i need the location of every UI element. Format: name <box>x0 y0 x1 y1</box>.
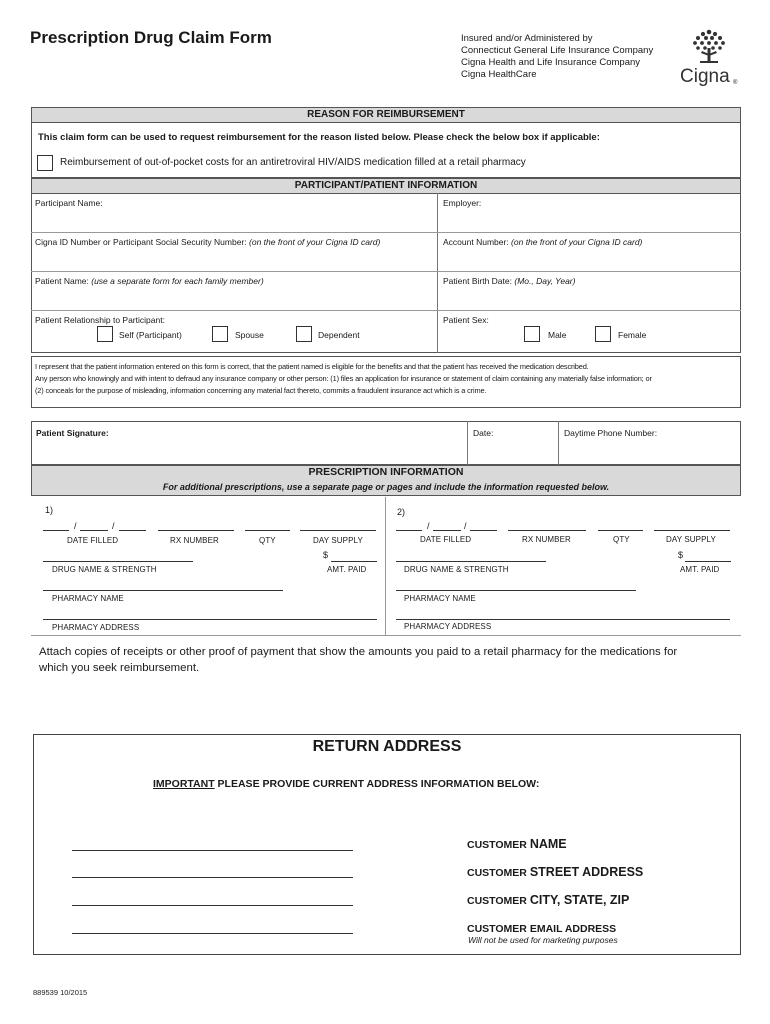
customer-street-field[interactable] <box>72 877 353 878</box>
relationship-self-checkbox[interactable] <box>97 326 113 342</box>
prescription-heading: PRESCRIPTION INFORMATION <box>308 466 464 478</box>
date-slash: / <box>427 521 430 531</box>
customer-prefix: CUSTOMER <box>467 923 530 935</box>
attestation-text <box>35 361 652 397</box>
logo-wordmark: Cigna <box>680 66 730 87</box>
qty-field-1[interactable] <box>245 530 290 531</box>
pharmacy-name-field-2[interactable] <box>396 590 636 591</box>
insurer-line: Cigna HealthCare <box>461 69 537 80</box>
qty-field-2[interactable] <box>598 530 643 531</box>
customer-street-label <box>467 863 643 881</box>
customer-city-field[interactable] <box>72 905 353 906</box>
rx-number-field-2[interactable] <box>508 530 586 531</box>
participant-heading: PARTICIPANT/PATIENT INFORMATION <box>294 180 478 191</box>
registered-mark: ® <box>733 80 738 86</box>
pharmacy-name-label-2: PHARMACY NAME <box>404 594 476 603</box>
attach-note <box>39 644 677 676</box>
patient-name-note: (use a separate form for each family member) <box>91 276 264 286</box>
date-slash: / <box>464 521 467 531</box>
pharmacy-address-label-2: PHARMACY ADDRESS <box>404 622 492 631</box>
sex-label: Patient Sex: <box>443 315 489 325</box>
customer-prefix: CUSTOMER <box>467 867 530 879</box>
sex-female-checkbox[interactable] <box>595 326 611 342</box>
account-number-note: (on the front of your Cigna ID card) <box>511 237 643 247</box>
signature-date-label: Date: <box>473 428 494 438</box>
important-notice <box>153 778 539 790</box>
prescription-bottom-rule <box>31 635 741 636</box>
account-number-label <box>443 237 642 247</box>
rx-number-label-1: RX NUMBER <box>170 536 219 545</box>
employer-label: Employer: <box>443 198 482 208</box>
insurer-line: Cigna Health and Life Insurance Company <box>461 57 641 68</box>
drug-name-field-1[interactable] <box>43 561 193 562</box>
insurer-line: Connecticut General Life Insurance Company <box>461 45 654 56</box>
form-code: 889539 10/2015 <box>33 988 88 997</box>
drug-name-field-2[interactable] <box>396 561 546 562</box>
amt-paid-label-1: AMT. PAID <box>327 565 367 574</box>
sex-male-checkbox[interactable] <box>524 326 540 342</box>
important-word: IMPORTANT <box>153 778 215 790</box>
reason-heading: REASON FOR REIMBURSEMENT <box>307 109 465 120</box>
relationship-spouse-checkbox[interactable] <box>212 326 228 342</box>
date-filled-label-1: DATE FILLED <box>67 536 119 545</box>
email-note: Will not be used for marketing purposes <box>468 935 618 945</box>
cigna-id-text: Cigna ID Number or Participant Social Security Number: <box>35 237 247 247</box>
day-supply-label-2: DAY SUPPLY <box>666 535 716 544</box>
relationship-dependent-checkbox[interactable] <box>296 326 312 342</box>
cigna-logo <box>676 28 742 94</box>
return-address-box <box>33 734 741 955</box>
customer-field-name: NAME <box>529 837 567 851</box>
important-rest: PLEASE PROVIDE CURRENT ADDRESS INFORMATION BELOW: <box>214 778 540 790</box>
relationship-dependent-label: Dependent <box>318 330 360 340</box>
sex-female-label: Female <box>618 330 647 340</box>
customer-email-field[interactable] <box>72 933 353 934</box>
attestation-line: I represent that the patient information entered on this form is correct, that the patient named is eligible for the benefits and that the patient has received the medication described. <box>35 362 589 371</box>
prescription-subheading: For additional prescriptions, use a separate page or pages and include the information requested below. <box>162 482 610 492</box>
customer-name-field[interactable] <box>72 850 353 851</box>
day-supply-field-1[interactable] <box>300 530 376 531</box>
drug-name-label-1: DRUG NAME & STRENGTH <box>52 565 157 574</box>
attestation-line: (2) conceals for the purpose of misleading, information concerning any material fact thereto, commits a fraudulent insurance act which is a crime. <box>35 386 487 395</box>
account-number-text: Account Number: <box>443 237 509 247</box>
dollar-sign-1: $ <box>323 550 329 560</box>
amt-paid-field-2[interactable] <box>685 561 731 562</box>
customer-city-label <box>467 891 629 909</box>
daytime-phone-label: Daytime Phone Number: <box>564 428 658 438</box>
qty-label-1: QTY <box>259 536 276 545</box>
day-supply-label-1: DAY SUPPLY <box>313 536 363 545</box>
amt-paid-field-1[interactable] <box>331 561 377 562</box>
insurer-line: Insured and/or Administered by <box>461 33 593 44</box>
relationship-spouse-label: Spouse <box>235 330 264 340</box>
qty-label-2: QTY <box>613 535 630 544</box>
day-supply-field-2[interactable] <box>654 530 730 531</box>
sex-male-label: Male <box>548 330 567 340</box>
rx-number-field-1[interactable] <box>158 530 234 531</box>
customer-field-street: STREET ADDRESS <box>529 865 644 879</box>
rx-number-label-2: RX NUMBER <box>522 535 571 544</box>
date-slash: / <box>74 521 77 531</box>
customer-field-city: CITY, STATE, ZIP <box>529 893 630 907</box>
amt-paid-label-2: AMT. PAID <box>680 565 720 574</box>
customer-prefix: CUSTOMER <box>467 839 530 851</box>
pharmacy-address-field-1[interactable] <box>43 619 377 620</box>
date-slash: / <box>112 521 115 531</box>
cigna-id-label <box>35 237 380 247</box>
relationship-self-label: Self (Participant) <box>119 330 182 340</box>
cigna-id-note: (on the front of your Cigna ID card) <box>249 237 381 247</box>
prescription-slot-1-number: 1) <box>45 505 54 515</box>
pharmacy-name-field-1[interactable] <box>43 590 283 591</box>
hiv-reimbursement-label: Reimbursement of out-of-pocket costs for an antiretroviral HIV/AIDS medication filled at a retail pharmacy <box>60 157 526 168</box>
pharmacy-address-label-1: PHARMACY ADDRESS <box>52 623 140 632</box>
pharmacy-name-label-1: PHARMACY NAME <box>52 594 124 603</box>
insurer-info <box>461 33 653 81</box>
customer-field-email: EMAIL ADDRESS <box>529 923 617 935</box>
patient-name-text: Patient Name: <box>35 276 89 286</box>
attach-note-line: Attach copies of receipts or other proof of payment that show the amounts you paid to a retail pharmacy for the medications for <box>39 646 678 658</box>
prescription-divider <box>385 497 386 635</box>
dollar-sign-2: $ <box>678 550 684 560</box>
relationship-label: Patient Relationship to Participant: <box>35 315 165 325</box>
date-filled-label-2: DATE FILLED <box>420 535 472 544</box>
attach-note-line: which you seek reimbursement. <box>39 662 200 674</box>
participant-section <box>31 178 741 353</box>
reason-intro: This claim form can be used to request reimbursement for the reason listed below. Please check the below box if applicable: <box>38 132 600 143</box>
birth-date-note: (Mo., Day, Year) <box>514 276 576 286</box>
hiv-reimbursement-checkbox[interactable] <box>37 155 53 171</box>
form-title: Prescription Drug Claim Form <box>30 28 272 47</box>
attestation-line: Any person who knowingly and with intent to defraud any insurance company or other person: (1) files an application for insurance or statement of claim containing any materially false information; or <box>35 374 652 383</box>
patient-signature-label: Patient Signature: <box>36 428 109 438</box>
customer-name-label <box>467 835 567 853</box>
birth-date-text: Patient Birth Date: <box>443 276 512 286</box>
patient-name-label <box>35 276 264 286</box>
participant-name-label: Participant Name: <box>35 198 103 208</box>
return-address-heading: RETURN ADDRESS <box>312 738 462 755</box>
prescription-slot-2-number: 2) <box>397 507 406 517</box>
customer-prefix: CUSTOMER <box>467 895 530 907</box>
drug-name-label-2: DRUG NAME & STRENGTH <box>404 565 509 574</box>
tree-of-life-icon <box>676 28 742 68</box>
pharmacy-address-field-2[interactable] <box>396 619 730 620</box>
birth-date-label <box>443 276 575 286</box>
